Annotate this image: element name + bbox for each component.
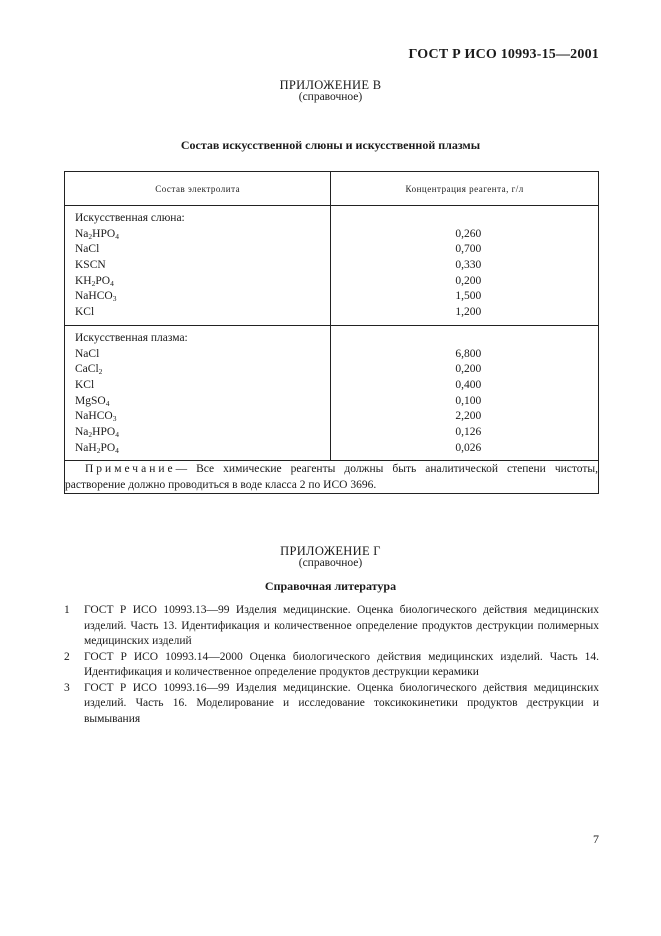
appendix-b-subtitle: (справочное) <box>298 91 363 103</box>
concentration-value: 0,200 <box>455 363 482 376</box>
formula-subscript: 2 <box>88 429 93 439</box>
formula-cell <box>65 347 330 363</box>
formula-part: KCl <box>75 306 95 319</box>
concentration-value: 0,400 <box>455 378 482 391</box>
formula-subscript: 3 <box>112 414 117 424</box>
reference-number: 3 <box>64 681 70 694</box>
concentration-value: 0,330 <box>455 259 482 272</box>
appendix-b-title: ПРИЛОЖЕНИЕ В <box>279 78 382 92</box>
formula-subscript: 2 <box>96 445 101 455</box>
reference-item <box>64 681 599 728</box>
formula-part: NaCl <box>75 347 100 360</box>
document-header: ГОСТ Р ИСО 10993-15—2001 <box>408 47 599 62</box>
col-header-electrolyte: Состав электролита <box>65 172 331 206</box>
formula-part: NaH <box>75 441 97 454</box>
formula-cell <box>65 242 330 258</box>
formula-cell <box>65 274 330 290</box>
reference-text: ГОСТ Р ИСО 10993.14—2000 Оценка биологического действия медицинских изделий. Часть 14. Идентификация и количественное определение продуктов деструкции керамики <box>84 650 599 678</box>
formula-part: KH <box>75 274 92 287</box>
appendix-g-title: ПРИЛОЖЕНИЕ Г <box>280 544 381 558</box>
reference-list <box>64 603 599 727</box>
appendix-g-subtitle: (справочное) <box>298 557 363 569</box>
composition-table <box>64 171 599 494</box>
formula-part: HPO <box>92 227 116 240</box>
formula-subscript: 4 <box>110 278 114 288</box>
plasma-group-label: Искусственная плазма: <box>75 331 188 344</box>
concentration-value: 0,026 <box>455 441 482 454</box>
formula-subscript: 2 <box>98 367 103 377</box>
formula-cell <box>65 441 330 457</box>
concentration-value: 6,800 <box>455 347 482 360</box>
saliva-group-label: Искусственная слюна: <box>75 212 185 224</box>
saliva-group <box>65 206 599 326</box>
note-text: — Все химические реагенты должны быть аналитической степени чистоты, растворение должно проводиться в воде класса 2 по ИСО 3696. <box>65 463 598 492</box>
reference-item <box>64 603 599 650</box>
formula-cell <box>65 378 330 394</box>
reference-number: 2 <box>64 650 70 663</box>
formula-cell <box>65 289 330 305</box>
concentration-value: 2,200 <box>455 410 482 423</box>
formula-part: MgSO <box>75 394 106 407</box>
formula-cell <box>65 258 330 274</box>
formula-cell <box>65 409 330 425</box>
appendix-b-heading: Состав искусственной слюны и искусственной плазмы <box>180 138 481 152</box>
formula-cell <box>65 394 330 410</box>
formula-part: CaCl <box>75 363 99 376</box>
formula-cell <box>65 305 330 321</box>
formula-part: Na <box>75 227 89 240</box>
formula-subscript: 4 <box>115 429 119 439</box>
concentration-value: 0,100 <box>455 394 482 407</box>
concentration-value: 0,260 <box>455 227 482 240</box>
formula-part: NaHCO <box>75 290 113 303</box>
formula-part: PO <box>95 274 111 287</box>
formula-subscript: 4 <box>105 398 110 408</box>
table-note <box>65 461 599 494</box>
table-header-row <box>65 172 599 206</box>
formula-part: Na <box>75 425 89 438</box>
formula-part: PO <box>100 441 116 454</box>
formula-part: HPO <box>92 425 116 438</box>
page-number: 7 <box>593 832 599 846</box>
reference-text: ГОСТ Р ИСО 10993.13—99 Изделия медицинские. Оценка биологического действия медицинских изделий. Часть 13. Идентификация и количественное определение продуктов деструкции полимерных медицинских изделий <box>84 604 599 647</box>
saliva-electrolytes <box>65 206 330 325</box>
concentration-value: 0,126 <box>455 425 482 438</box>
saliva-concentrations <box>331 206 598 325</box>
formula-subscript: 4 <box>115 231 119 241</box>
formula-subscript: 3 <box>112 294 117 304</box>
formula-part: NaHCO <box>75 410 113 423</box>
formula-subscript: 2 <box>91 278 96 288</box>
reference-text: ГОСТ Р ИСО 10993.16—99 Изделия медицинские. Оценка биологического действия медицинских изделий. Часть 16. Моделирование и исследование токсикокинетики продуктов деструкции и вымывания <box>84 681 599 725</box>
note-row <box>65 461 599 494</box>
concentration-value: 1,500 <box>455 290 482 303</box>
formula-cell <box>65 425 330 441</box>
concentration-value: 1,200 <box>455 306 482 319</box>
col-header-concentration: Концентрация реагента, г/л <box>331 172 599 206</box>
reference-item <box>64 650 599 681</box>
formula-part: NaCl <box>75 243 100 256</box>
formula-part: KCl <box>75 378 95 391</box>
concentration-value: 0,200 <box>455 274 482 287</box>
formula-subscript: 4 <box>115 445 119 455</box>
plasma-group <box>65 325 599 461</box>
formula-cell <box>65 227 330 243</box>
plasma-electrolytes <box>65 326 330 461</box>
formula-part: KSCN <box>75 259 106 272</box>
formula-cell <box>65 362 330 378</box>
concentration-value: 0,700 <box>455 243 482 256</box>
appendix-g-heading: Справочная литература <box>264 579 397 593</box>
reference-number: 1 <box>64 604 70 616</box>
formula-subscript: 2 <box>88 231 93 241</box>
note-label: Примечание <box>85 463 176 476</box>
plasma-concentrations <box>331 326 598 461</box>
